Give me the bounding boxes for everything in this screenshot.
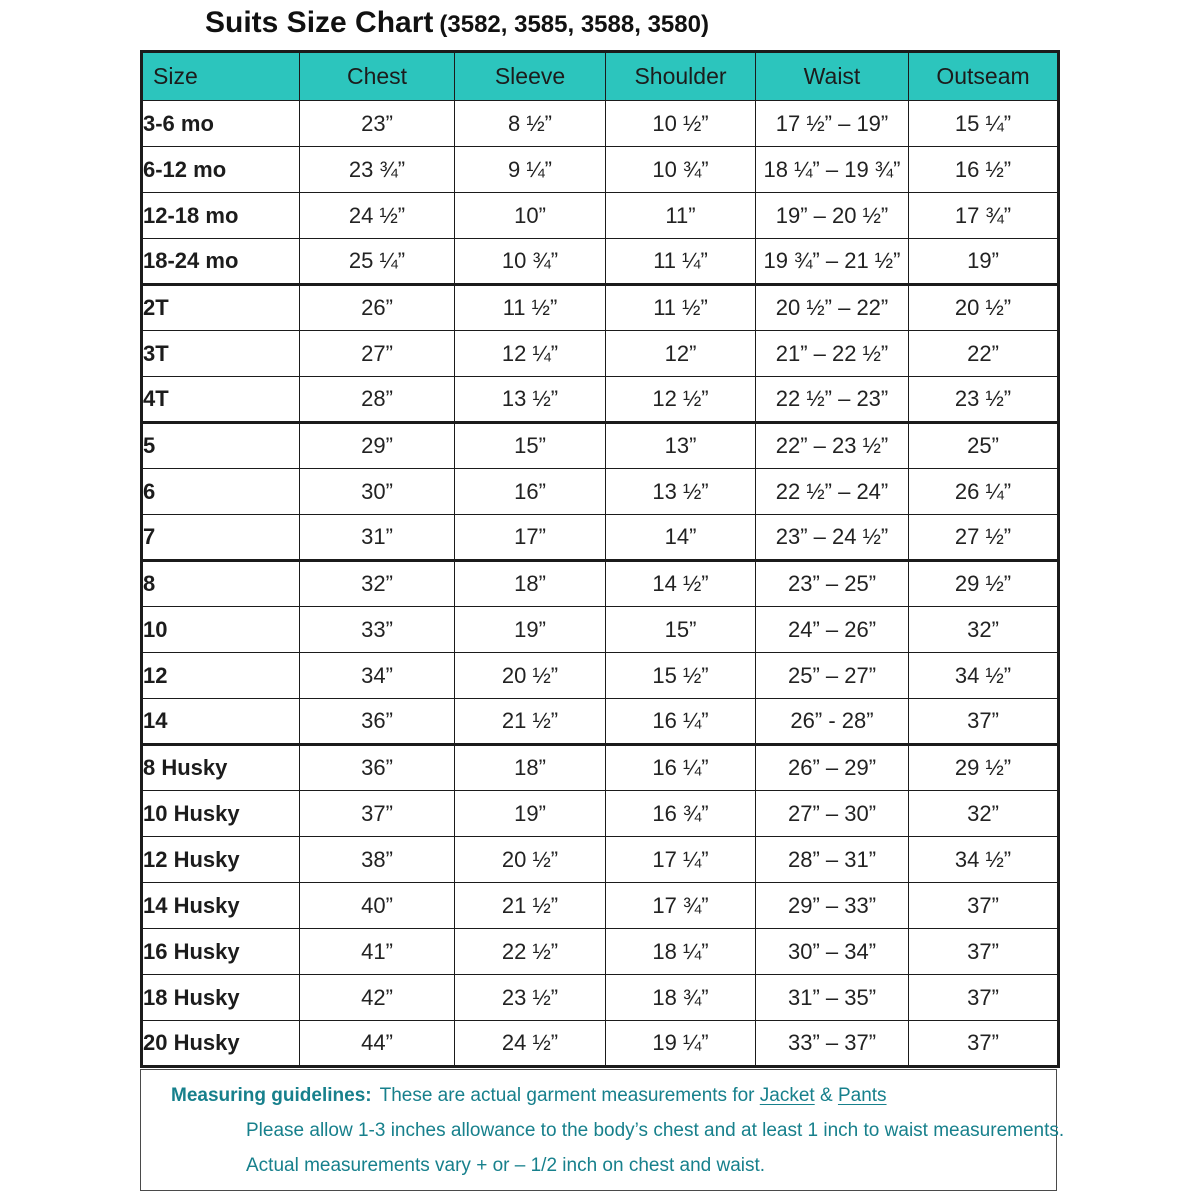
table-row bbox=[142, 653, 1059, 699]
row-size-label: 3-6 mo bbox=[142, 101, 300, 147]
cell-outseam: 17 ¾” bbox=[909, 193, 1059, 239]
column-header-chest: Chest bbox=[300, 52, 455, 101]
cell-sleeve: 13 ½” bbox=[455, 377, 606, 423]
guidelines-line-3: Actual measurements vary + or – 1/2 inch on chest and waist. bbox=[246, 1155, 766, 1176]
cell-sleeve: 21 ½” bbox=[455, 883, 606, 929]
cell-chest: 25 ¼” bbox=[300, 239, 455, 285]
cell-sleeve: 18” bbox=[455, 561, 606, 607]
row-size-label: 12 bbox=[142, 653, 300, 699]
cell-outseam: 16 ½” bbox=[909, 147, 1059, 193]
cell-chest: 42” bbox=[300, 975, 455, 1021]
size-chart-table bbox=[140, 50, 1060, 1068]
table-body bbox=[142, 101, 1059, 1067]
table-row bbox=[142, 699, 1059, 745]
cell-sleeve: 11 ½” bbox=[455, 285, 606, 331]
table-row bbox=[142, 929, 1059, 975]
cell-chest: 29” bbox=[300, 423, 455, 469]
row-size-label: 14 bbox=[142, 699, 300, 745]
cell-outseam: 37” bbox=[909, 1021, 1059, 1067]
cell-shoulder: 13” bbox=[606, 423, 756, 469]
cell-chest: 33” bbox=[300, 607, 455, 653]
cell-outseam: 29 ½” bbox=[909, 561, 1059, 607]
cell-outseam: 19” bbox=[909, 239, 1059, 285]
cell-chest: 40” bbox=[300, 883, 455, 929]
guidelines-line-2: Please allow 1-3 inches allowance to the body’s chest and at least 1 inch to waist measurements. bbox=[246, 1120, 1065, 1141]
cell-sleeve: 19” bbox=[455, 791, 606, 837]
row-size-label: 16 Husky bbox=[142, 929, 300, 975]
cell-shoulder: 16 ¼” bbox=[606, 745, 756, 791]
table-header bbox=[142, 52, 1059, 101]
cell-waist: 28” – 31” bbox=[756, 837, 909, 883]
cell-sleeve: 20 ½” bbox=[455, 837, 606, 883]
cell-waist: 22 ½” – 24” bbox=[756, 469, 909, 515]
row-size-label: 10 Husky bbox=[142, 791, 300, 837]
cell-chest: 34” bbox=[300, 653, 455, 699]
cell-waist: 22 ½” – 23” bbox=[756, 377, 909, 423]
cell-chest: 32” bbox=[300, 561, 455, 607]
row-size-label: 12-18 mo bbox=[142, 193, 300, 239]
table-row bbox=[142, 193, 1059, 239]
table-row bbox=[142, 239, 1059, 285]
title-style-codes: (3582, 3585, 3588, 3580) bbox=[439, 11, 709, 38]
header-row bbox=[142, 52, 1059, 101]
cell-shoulder: 18 ¼” bbox=[606, 929, 756, 975]
guidelines-intro: These are actual garment measurements for bbox=[379, 1085, 755, 1106]
cell-chest: 36” bbox=[300, 699, 455, 745]
cell-chest: 26” bbox=[300, 285, 455, 331]
cell-outseam: 37” bbox=[909, 883, 1059, 929]
row-size-label: 18-24 mo bbox=[142, 239, 300, 285]
cell-shoulder: 15 ½” bbox=[606, 653, 756, 699]
cell-waist: 31” – 35” bbox=[756, 975, 909, 1021]
cell-chest: 30” bbox=[300, 469, 455, 515]
cell-waist: 29” – 33” bbox=[756, 883, 909, 929]
cell-waist: 33” – 37” bbox=[756, 1021, 909, 1067]
cell-outseam: 25” bbox=[909, 423, 1059, 469]
cell-sleeve: 20 ½” bbox=[455, 653, 606, 699]
row-size-label: 6-12 mo bbox=[142, 147, 300, 193]
cell-sleeve: 17” bbox=[455, 515, 606, 561]
row-size-label: 6 bbox=[142, 469, 300, 515]
row-size-label: 8 Husky bbox=[142, 745, 300, 791]
guidelines-ampersand: & bbox=[819, 1085, 833, 1106]
table-row bbox=[142, 101, 1059, 147]
measuring-guidelines-box bbox=[140, 1069, 1065, 1191]
cell-waist: 20 ½” – 22” bbox=[756, 285, 909, 331]
cell-sleeve: 18” bbox=[455, 745, 606, 791]
cell-outseam: 23 ½” bbox=[909, 377, 1059, 423]
cell-sleeve: 16” bbox=[455, 469, 606, 515]
cell-waist: 17 ½” – 19” bbox=[756, 101, 909, 147]
table-row bbox=[142, 883, 1059, 929]
table-row bbox=[142, 975, 1059, 1021]
cell-outseam: 20 ½” bbox=[909, 285, 1059, 331]
cell-shoulder: 12 ½” bbox=[606, 377, 756, 423]
cell-waist: 27” – 30” bbox=[756, 791, 909, 837]
cell-waist: 26” – 29” bbox=[756, 745, 909, 791]
row-size-label: 5 bbox=[142, 423, 300, 469]
cell-chest: 36” bbox=[300, 745, 455, 791]
cell-sleeve: 15” bbox=[455, 423, 606, 469]
cell-sleeve: 22 ½” bbox=[455, 929, 606, 975]
cell-outseam: 34 ½” bbox=[909, 837, 1059, 883]
cell-shoulder: 18 ¾” bbox=[606, 975, 756, 1021]
cell-outseam: 37” bbox=[909, 929, 1059, 975]
cell-waist: 26” - 28” bbox=[756, 699, 909, 745]
cell-chest: 44” bbox=[300, 1021, 455, 1067]
cell-waist: 23” – 25” bbox=[756, 561, 909, 607]
column-header-waist: Waist bbox=[756, 52, 909, 101]
row-size-label: 20 Husky bbox=[142, 1021, 300, 1067]
cell-shoulder: 17 ¼” bbox=[606, 837, 756, 883]
table-row bbox=[142, 837, 1059, 883]
cell-sleeve: 10 ¾” bbox=[455, 239, 606, 285]
cell-shoulder: 11 ½” bbox=[606, 285, 756, 331]
cell-chest: 41” bbox=[300, 929, 455, 975]
table-row bbox=[142, 331, 1059, 377]
cell-chest: 38” bbox=[300, 837, 455, 883]
cell-shoulder: 10 ¾” bbox=[606, 147, 756, 193]
cell-sleeve: 9 ¼” bbox=[455, 147, 606, 193]
cell-outseam: 29 ½” bbox=[909, 745, 1059, 791]
cell-shoulder: 14” bbox=[606, 515, 756, 561]
jacket-link[interactable]: Jacket bbox=[759, 1085, 815, 1106]
cell-sleeve: 24 ½” bbox=[455, 1021, 606, 1067]
cell-shoulder: 13 ½” bbox=[606, 469, 756, 515]
cell-sleeve: 23 ½” bbox=[455, 975, 606, 1021]
cell-sleeve: 12 ¼” bbox=[455, 331, 606, 377]
table-row bbox=[142, 423, 1059, 469]
cell-outseam: 32” bbox=[909, 791, 1059, 837]
row-size-label: 2T bbox=[142, 285, 300, 331]
cell-chest: 23” bbox=[300, 101, 455, 147]
table-row bbox=[142, 285, 1059, 331]
cell-waist: 23” – 24 ½” bbox=[756, 515, 909, 561]
row-size-label: 4T bbox=[142, 377, 300, 423]
cell-waist: 19 ¾” – 21 ½” bbox=[756, 239, 909, 285]
cell-outseam: 37” bbox=[909, 699, 1059, 745]
column-header-sleeve: Sleeve bbox=[455, 52, 606, 101]
cell-outseam: 22” bbox=[909, 331, 1059, 377]
cell-waist: 22” – 23 ½” bbox=[756, 423, 909, 469]
cell-chest: 31” bbox=[300, 515, 455, 561]
cell-chest: 24 ½” bbox=[300, 193, 455, 239]
row-size-label: 7 bbox=[142, 515, 300, 561]
table-row bbox=[142, 745, 1059, 791]
cell-chest: 37” bbox=[300, 791, 455, 837]
row-size-label: 12 Husky bbox=[142, 837, 300, 883]
cell-shoulder: 15” bbox=[606, 607, 756, 653]
cell-outseam: 32” bbox=[909, 607, 1059, 653]
cell-waist: 19” – 20 ½” bbox=[756, 193, 909, 239]
guidelines-label: Measuring guidelines: bbox=[171, 1085, 372, 1106]
table-row bbox=[142, 515, 1059, 561]
cell-outseam: 34 ½” bbox=[909, 653, 1059, 699]
cell-chest: 27” bbox=[300, 331, 455, 377]
cell-shoulder: 14 ½” bbox=[606, 561, 756, 607]
cell-shoulder: 11 ¼” bbox=[606, 239, 756, 285]
cell-waist: 18 ¼” – 19 ¾” bbox=[756, 147, 909, 193]
cell-shoulder: 10 ½” bbox=[606, 101, 756, 147]
cell-outseam: 26 ¼” bbox=[909, 469, 1059, 515]
cell-sleeve: 19” bbox=[455, 607, 606, 653]
page-title bbox=[205, 6, 709, 40]
cell-sleeve: 8 ½” bbox=[455, 101, 606, 147]
row-size-label: 10 bbox=[142, 607, 300, 653]
column-header-shoulder: Shoulder bbox=[606, 52, 756, 101]
table-row bbox=[142, 791, 1059, 837]
table-row bbox=[142, 147, 1059, 193]
cell-shoulder: 17 ¾” bbox=[606, 883, 756, 929]
cell-outseam: 37” bbox=[909, 975, 1059, 1021]
table-row bbox=[142, 469, 1059, 515]
cell-waist: 24” – 26” bbox=[756, 607, 909, 653]
cell-shoulder: 16 ¼” bbox=[606, 699, 756, 745]
row-size-label: 14 Husky bbox=[142, 883, 300, 929]
cell-outseam: 27 ½” bbox=[909, 515, 1059, 561]
guidelines-line-1 bbox=[171, 1085, 1056, 1107]
row-size-label: 3T bbox=[142, 331, 300, 377]
pants-link[interactable]: Pants bbox=[837, 1085, 887, 1106]
cell-outseam: 15 ¼” bbox=[909, 101, 1059, 147]
cell-waist: 21” – 22 ½” bbox=[756, 331, 909, 377]
table-row bbox=[142, 561, 1059, 607]
column-header-outseam: Outseam bbox=[909, 52, 1059, 101]
cell-shoulder: 16 ¾” bbox=[606, 791, 756, 837]
table-row bbox=[142, 607, 1059, 653]
cell-chest: 23 ¾” bbox=[300, 147, 455, 193]
cell-chest: 28” bbox=[300, 377, 455, 423]
cell-sleeve: 10” bbox=[455, 193, 606, 239]
cell-shoulder: 12” bbox=[606, 331, 756, 377]
cell-sleeve: 21 ½” bbox=[455, 699, 606, 745]
cell-shoulder: 19 ¼” bbox=[606, 1021, 756, 1067]
table-row bbox=[142, 377, 1059, 423]
row-size-label: 18 Husky bbox=[142, 975, 300, 1021]
cell-waist: 25” – 27” bbox=[756, 653, 909, 699]
table-row bbox=[142, 1021, 1059, 1067]
column-header-size: Size bbox=[142, 52, 300, 101]
cell-shoulder: 11” bbox=[606, 193, 756, 239]
cell-waist: 30” – 34” bbox=[756, 929, 909, 975]
title-main: Suits Size Chart bbox=[205, 6, 434, 39]
row-size-label: 8 bbox=[142, 561, 300, 607]
